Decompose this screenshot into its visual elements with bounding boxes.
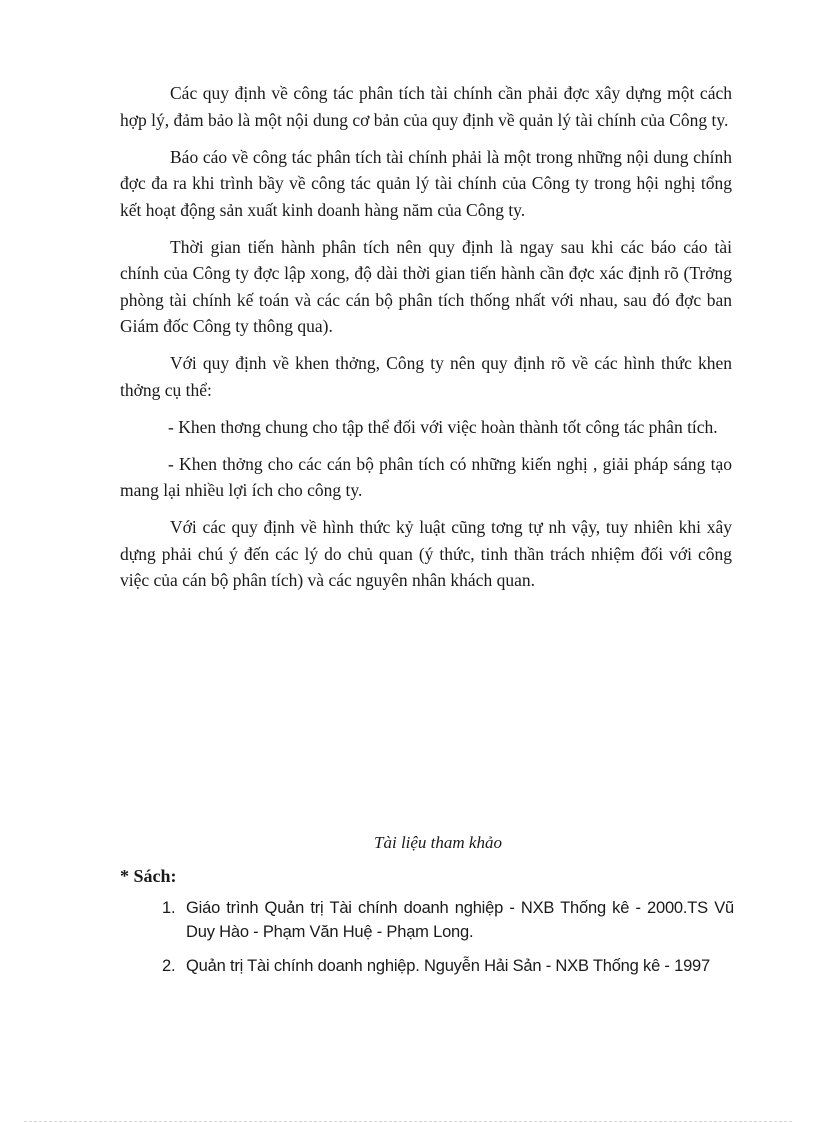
reference-number: 2.	[162, 957, 176, 975]
reference-item	[162, 954, 734, 978]
references-books-heading: * Sách:	[120, 866, 177, 886]
page-bottom-divider	[24, 1121, 792, 1122]
paragraph-analysis-regulations: Các quy định về công tác phân tích tài chính cần phải đợc xây dựng một cách hợp lý, đảm bảo là một nội dung cơ bản của quy định về quản lý tài chính của Công ty.	[120, 83, 732, 130]
reference-text: Giáo trình Quản trị Tài chính doanh nghiệp - NXB Thống kê - 2000.TS Vũ Duy Hào - Phạm Văn Huệ - Phạm Long.	[186, 899, 734, 941]
references-list	[162, 896, 734, 988]
paragraph-discipline-regulations: Với các quy định về hình thức kỷ luật cũng tơng tự nh vậy, tuy nhiên khi xây dựng phải chú ý đến các lý do chủ quan (ý thức, tinh thần trách nhiệm đối với công việc của cán bộ phân tích) và các nguyên nhân khách quan.	[120, 517, 732, 590]
reference-text: Quản trị Tài chính doanh nghiệp. Nguyễn Hải Sản - NXB Thống kê - 1997	[186, 957, 711, 975]
paragraph-individual-reward: - Khen thởng cho các cán bộ phân tích có những kiến nghị , giải pháp sáng tạo mang lại nhiều lợi ích cho công ty.	[120, 453, 732, 500]
paragraph-reward-regulations: Với quy định về khen thởng, Công ty nên quy định rõ về các hình thức khen thởng cụ thể:	[120, 353, 732, 400]
paragraph-analysis-timing: Thời gian tiến hành phân tích nên quy định là ngay sau khi các báo cáo tài chính của Công ty đợc lập xong, độ dài thời gian tiến hành cần đợc xác định rõ (Trởng phòng tài chính kế toán và các cán bộ phân tích thống nhất với nhau, sau đó đợc ban Giám đốc Công ty thông qua).	[120, 236, 732, 336]
references-title: Tài liệu tham khảo	[374, 833, 502, 852]
paragraph-analysis-report: Báo cáo về công tác phân tích tài chính phải là một trong những nội dung chính đợc đa ra khi trình bầy về công tác quản lý tài chính của Công ty trong hội nghị tổng kết hoạt động sản xuất kinh doanh hàng năm của Công ty.	[120, 146, 732, 220]
reference-number: 1.	[162, 899, 176, 917]
paragraph-collective-reward: - Khen thơng chung cho tập thể đối với việc hoàn thành tốt công tác phân tích.	[168, 416, 718, 437]
reference-item	[162, 896, 734, 944]
body-text	[120, 80, 732, 604]
